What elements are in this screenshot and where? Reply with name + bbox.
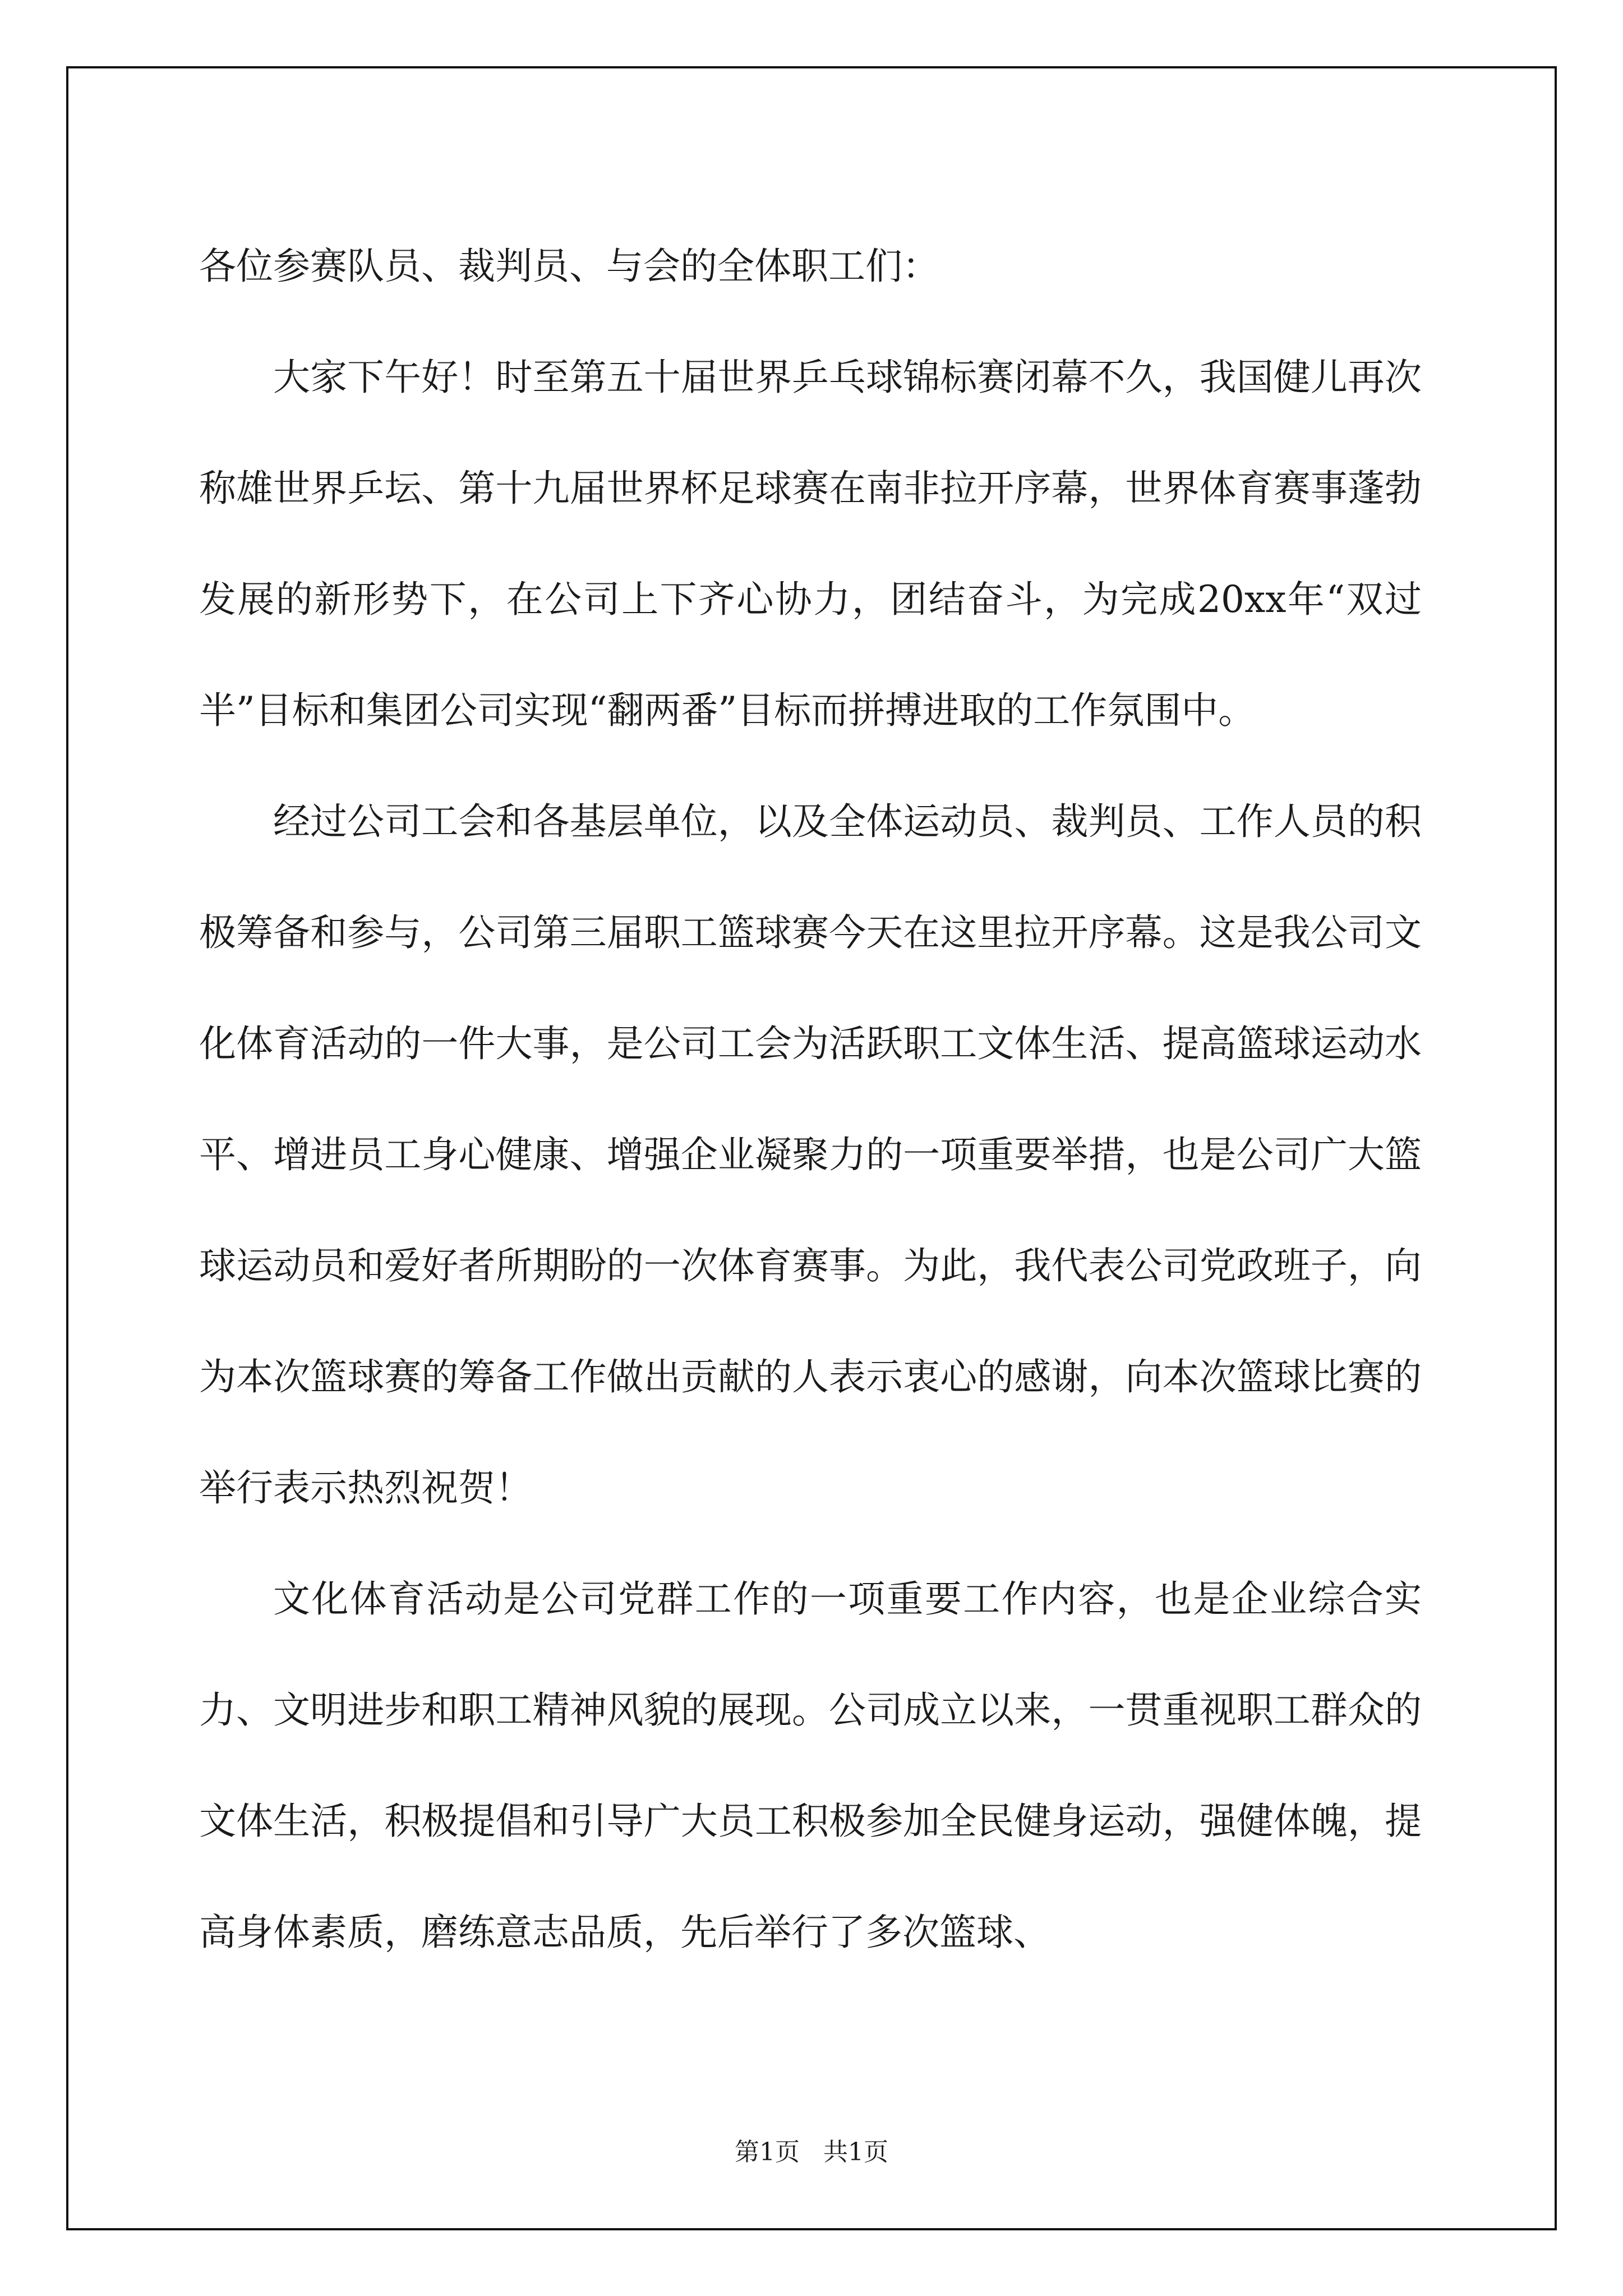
paragraph-2: 经过公司工会和各基层单位，以及全体运动员、裁判员、工作人员的积极筹备和参与，公司第三届职工篮球赛今天在这里拉开序幕。这是我公司文化体育活动的一件大事，是公司工会为活跃职工文体生活、提高篮球运动水平、增进员工身心健康、增强企业凝聚力的一项重要举措，也是公司广大篮球运动员和爱好者所期盼的一次体育赛事。为此，我代表公司党政班子，向为本次篮球赛的筹备工作做出贡献的人表示衷心的感谢，向本次篮球比赛的举行表示热烈祝贺！ xyxy=(199,800,1422,1510)
salutation: 各位参赛队员、裁判员、与会的全体职工们： xyxy=(199,245,939,288)
paragraph-3: 文化体育活动是公司党群工作的一项重要工作内容，也是企业综合实力、文明进步和职工精神风貌的展现。公司成立以来，一贯重视职工群众的文体生活，积极提倡和引导广大员工积极参加全民健身运动，强健体魄，提高身体素质，磨练意志品质，先后举行了多次篮球、 xyxy=(199,1577,1422,1954)
page-footer: 第1页 共1页 xyxy=(735,2138,888,2166)
document-body xyxy=(199,211,1422,1988)
paragraph-1: 大家下午好！时至第五十届世界乒乓球锦标赛闭幕不久，我国健儿再次称雄世界乒坛、第十九届世界杯足球赛在南非拉开序幕，世界体育赛事蓬勃发展的新形势下，在公司上下齐心协力，团结奋斗，为完成20xx年“双过半”目标和集团公司实现“翻两番”目标而拼搏进取的工作氛围中。 xyxy=(199,356,1422,732)
